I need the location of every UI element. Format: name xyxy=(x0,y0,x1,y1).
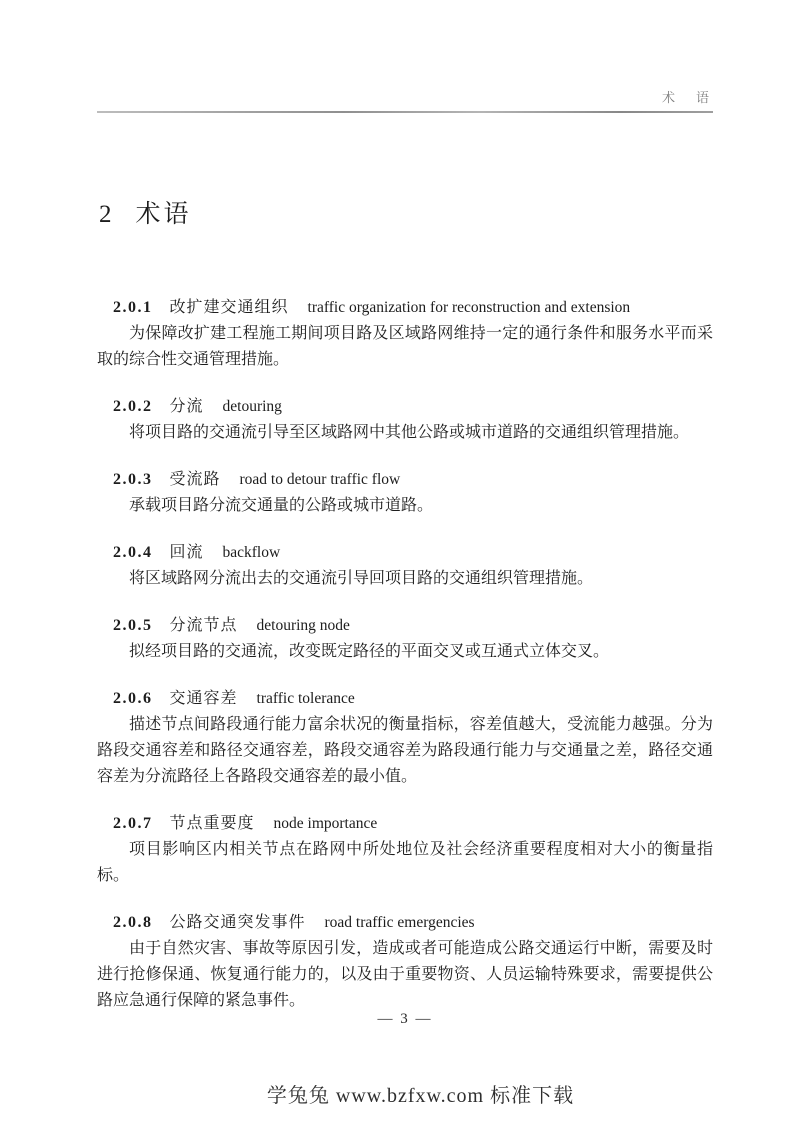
chapter-number: 2 xyxy=(99,201,113,228)
watermark-text: 学兔兔 www.bzfxw.com 标准下载 xyxy=(266,1085,575,1107)
term-chinese: 改扩建交通组织 xyxy=(169,299,289,316)
term-number: 2.0.1 xyxy=(113,299,153,316)
page-number: — 3 — xyxy=(377,1011,433,1027)
term-english: traffic tolerance xyxy=(256,690,355,707)
term-chinese: 分流节点 xyxy=(169,617,238,634)
running-header-title: 术 语 xyxy=(661,90,713,105)
term-chinese: 交通容差 xyxy=(169,690,238,707)
term-chinese: 公路交通突发事件 xyxy=(169,914,306,931)
term-heading xyxy=(113,467,713,493)
term-chinese: 节点重要度 xyxy=(169,815,255,832)
term-english: detouring xyxy=(222,398,282,415)
term-english: traffic organization for reconstruction and extension xyxy=(307,299,631,316)
term-number: 2.0.3 xyxy=(113,471,153,488)
term-english: road traffic emergencies xyxy=(324,914,475,931)
term-chinese: 回流 xyxy=(169,544,204,561)
chapter-name: 术语 xyxy=(135,201,192,228)
term-definition: 将项目路的交通流引导至区域路网中其他公路或城市道路的交通组织管理措施。 xyxy=(129,424,690,441)
term-heading xyxy=(113,394,713,420)
term-definition: 将区域路网分流出去的交通流引导回项目路的交通组织管理措施。 xyxy=(129,570,594,587)
term-section xyxy=(97,295,713,373)
term-section xyxy=(97,613,713,665)
term-chinese: 受流路 xyxy=(169,471,221,488)
term-english: detouring node xyxy=(256,617,350,634)
term-number: 2.0.2 xyxy=(113,398,153,415)
term-english: road to detour traffic flow xyxy=(239,471,401,488)
term-english: node importance xyxy=(273,815,378,832)
term-heading xyxy=(113,686,713,712)
term-heading xyxy=(113,540,713,566)
term-number: 2.0.8 xyxy=(113,914,153,931)
term-heading xyxy=(113,811,713,837)
header-rule xyxy=(97,111,713,113)
term-definition: 描述节点间路段通行能力富余状况的衡量指标，容差值越大，受流能力越强。分为路段交通容差和路径交通容差，路段交通容差为路段通行能力与交通量之差，路径交通容差为分流路径上各路段交通容差的最小值。 xyxy=(97,716,713,785)
term-definition: 拟经项目路的交通流，改变既定路径的平面交叉或互通式立体交叉。 xyxy=(129,643,610,660)
term-number: 2.0.7 xyxy=(113,815,153,832)
term-section xyxy=(97,910,713,1014)
term-heading xyxy=(113,613,713,639)
term-definition: 为保障改扩建工程施工期间项目路及区域路网维持一定的通行条件和服务水平而采取的综合性交通管理措施。 xyxy=(97,325,713,368)
term-section xyxy=(97,686,713,790)
term-heading xyxy=(113,910,713,936)
term-heading xyxy=(113,295,713,321)
term-section xyxy=(97,467,713,519)
term-section xyxy=(97,540,713,592)
term-section xyxy=(97,811,713,889)
term-number: 2.0.4 xyxy=(113,544,153,561)
term-definition: 承载项目路分流交通量的公路或城市道路。 xyxy=(129,497,434,514)
term-section xyxy=(97,394,713,446)
terms-list xyxy=(97,295,713,1035)
chapter-title xyxy=(99,194,192,230)
term-number: 2.0.5 xyxy=(113,617,153,634)
term-english: backflow xyxy=(222,544,281,561)
term-chinese: 分流 xyxy=(169,398,204,415)
term-number: 2.0.6 xyxy=(113,690,153,707)
term-definition: 项目影响区内相关节点在路网中所处地位及社会经济重要程度相对大小的衡量指标。 xyxy=(97,841,713,884)
term-definition: 由于自然灾害、事故等原因引发，造成或者可能造成公路交通运行中断，需要及时进行抢修保通、恢复通行能力的，以及由于重要物资、人员运输特殊要求，需要提供公路应急通行保障的紧急事件。 xyxy=(97,940,713,1009)
